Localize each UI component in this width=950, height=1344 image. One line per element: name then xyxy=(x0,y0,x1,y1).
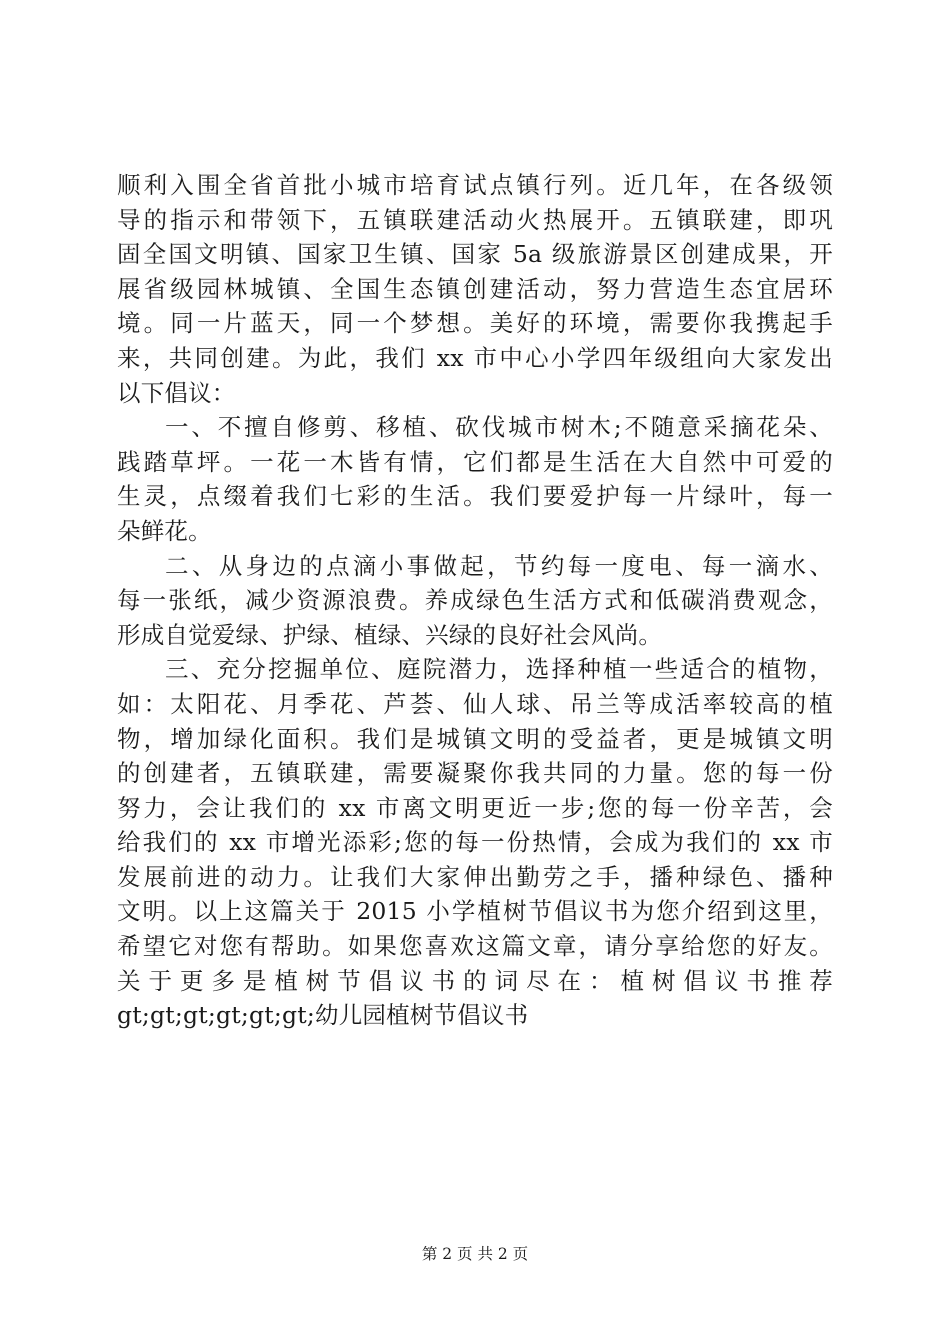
text-line: 固全国文明镇、国家卫生镇、国家 5a 级旅游景区创建成果，开 xyxy=(117,240,833,269)
text-line: 朵鲜花。 xyxy=(117,516,212,545)
proposal-one-line: 一、不擅自修剪、移植、砍伐城市树木;不随意采摘花朵、 xyxy=(165,413,833,442)
text-line: 以下倡议： xyxy=(117,378,236,407)
text-line: 希望它对您有帮助。如果您喜欢这篇文章，请分享给您的好友。 xyxy=(117,932,833,961)
text-line: 践踏草坪。一花一木皆有情，它们都是生活在大自然中可爱的 xyxy=(117,447,833,476)
text-line: 顺利入围全省首批小城市培育试点镇行列。近几年，在各级领 xyxy=(117,171,833,199)
text-line: 境。同一片蓝天，同一个梦想。美好的环境，需要你我携起手 xyxy=(117,309,833,338)
text-line: 努力，会让我们的 xx 市离文明更近一步;您的每一份辛苦，会 xyxy=(117,793,833,822)
related-links-line: 关于更多是植树节倡议书的词尽在：植树倡议书推荐 xyxy=(117,966,833,995)
text-line: 文明。以上这篇关于 2015 小学植树节倡议书为您介绍到这里， xyxy=(117,897,833,926)
text-line: 生灵，点缀着我们七彩的生活。我们要爱护每一片绿叶，每一 xyxy=(117,482,833,511)
proposal-three-line: 三、充分挖掘单位、庭院潜力，选择种植一些适合的植物， xyxy=(165,655,833,684)
text-line: 物，增加绿化面积。我们是城镇文明的受益者，更是城镇文明 xyxy=(117,724,833,753)
document-body xyxy=(117,168,833,1033)
page-number-footer: 第 2 页 共 2 页 xyxy=(421,1245,529,1263)
text-line: 每一张纸，减少资源浪费。养成绿色生活方式和低碳消费观念， xyxy=(117,586,833,615)
proposal-two-line: 二、从身边的点滴小事做起，节约每一度电、每一滴水、 xyxy=(165,551,833,580)
text-line: 给我们的 xx 市增光添彩;您的每一份热情，会成为我们的 xx 市 xyxy=(117,828,833,857)
text-line: 导的指示和带领下，五镇联建活动火热展开。五镇联建，即巩 xyxy=(117,205,833,234)
text-line: 的创建者，五镇联建，需要凝聚你我共同的力量。您的每一份 xyxy=(117,759,833,788)
text-line: 展省级园林城镇、全国生态镇创建活动，努力营造生态宜居环 xyxy=(117,274,833,303)
text-line: 发展前进的动力。让我们大家伸出勤劳之手，播种绿色、播种 xyxy=(117,862,833,891)
related-links-line: gt;gt;gt;gt;gt;gt;幼儿园植树节倡议书 xyxy=(117,1001,529,1030)
text-line: 形成自觉爱绿、护绿、植绿、兴绿的良好社会风尚。 xyxy=(117,620,663,649)
text-line: 如：太阳花、月季花、芦荟、仙人球、吊兰等成活率较高的植 xyxy=(117,689,833,718)
text-line: 来，共同创建。为此，我们 xx 市中心小学四年级组向大家发出 xyxy=(117,343,833,372)
